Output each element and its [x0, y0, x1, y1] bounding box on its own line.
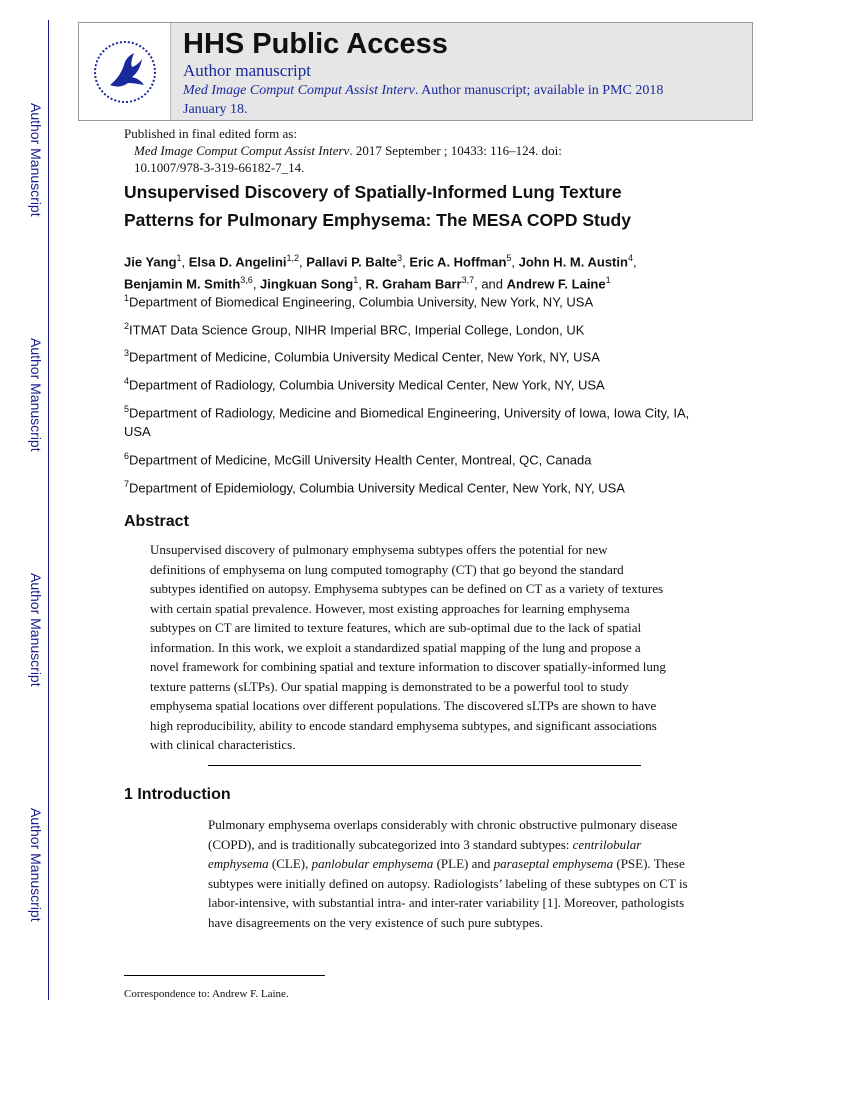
availability-date: January 18. — [183, 102, 248, 117]
affiliation — [124, 372, 724, 394]
aff-text: Department of Epidemiology, Columbia University Medical Center, New York, NY, USA — [129, 480, 625, 496]
aff-sup: 3 — [124, 348, 130, 358]
author-sup: 5 — [506, 253, 512, 263]
author-sup: 1 — [605, 275, 611, 286]
side-label: Author Manuscript — [28, 338, 44, 452]
abstract-line: with certain spatial prevalence. However, most existing approaches for learning emphysema — [150, 600, 630, 616]
author-sup: 1,2 — [286, 253, 300, 263]
aff-sup: 1 — [124, 293, 130, 303]
intro-line: subtypes were initially defined on autopsy. Radiologists’ labeling of these subtypes on CT is — [208, 875, 688, 891]
author: Benjamin M. Smith — [124, 276, 241, 292]
affiliation — [124, 344, 724, 366]
published-journal: Med Image Comput Comput Assist Interv — [134, 143, 350, 158]
intro-text: (COPD), and is traditionally subcategorized into 3 standard subtypes: — [208, 836, 573, 852]
affiliation — [124, 475, 724, 497]
intro-line: Pulmonary emphysema overlaps considerably with chronic obstructive pulmonary disease — [208, 817, 678, 832]
header-title: HHS Public Access — [183, 28, 448, 60]
side-label: Author Manuscript — [28, 103, 44, 217]
intro-term: emphysema — [208, 856, 269, 871]
author: R. Graham Barr — [365, 276, 462, 292]
author-sup: 3,7 — [461, 275, 475, 286]
author-sup: 3 — [397, 253, 403, 263]
abstract-line: with clinical characteristics. — [150, 737, 296, 752]
affiliation — [124, 447, 724, 469]
doi-link[interactable]: 10.1007/978-3-319-66182-7_14. — [134, 160, 305, 175]
intro-term: panlobular emphysema — [311, 856, 434, 871]
aff-sup: 6 — [124, 451, 130, 461]
published-info — [124, 125, 562, 176]
author-sup: 1 — [353, 275, 359, 286]
intro-term: paraseptal emphysema — [493, 856, 614, 871]
hhs-header — [78, 22, 753, 121]
hhs-eagle-icon — [90, 37, 160, 107]
intro-line — [208, 854, 728, 874]
abstract-line: definitions of emphysema on lung computed tomography (CT) that go beyond the standard — [150, 561, 624, 577]
published-label: Published in final edited form as: — [124, 126, 297, 141]
abstract-line: high reproducibility, ability to encode standard emphysema subtypes, and significant associations — [150, 717, 657, 733]
availability: . Author manuscript; available in PMC 2018 — [414, 83, 664, 98]
author: Andrew F. Laine — [506, 276, 606, 292]
header-journal — [183, 81, 663, 119]
abstract-line: Unsupervised discovery of pulmonary emphysema subtypes offers the potential for new — [150, 542, 608, 557]
margin-line — [48, 20, 49, 1000]
side-label: Author Manuscript — [28, 573, 44, 687]
intro-text: (CLE), — [268, 856, 312, 871]
author: Jie Yang — [124, 254, 177, 270]
intro-term: centrilobular — [572, 836, 642, 852]
abstract-line: subtypes on CT are limited to texture features, which are sub-optimal due to the lack of spatial — [150, 620, 642, 635]
affiliation — [124, 400, 714, 441]
intro-text: (PLE) and — [433, 856, 494, 871]
author-sup: 3,6 — [240, 275, 253, 286]
author: John H. M. Austin — [518, 254, 628, 270]
intro-text: (PSE). These — [613, 856, 685, 871]
abstract-line: information. In this work, we exploit a standardized spatial mapping of the lung and propose a — [150, 639, 641, 655]
journal-name: Med Image Comput Comput Assist Interv — [183, 83, 415, 98]
side-label: Author Manuscript — [28, 808, 44, 922]
header-subtitle: Author manuscript — [183, 61, 311, 80]
aff-text: Department of Medicine, McGill University Health Center, Montreal, QC, Canada — [129, 452, 592, 468]
author: Eric A. Hoffman — [409, 254, 507, 270]
aff-text: Department of Medicine, Columbia University Medical Center, New York, NY, USA — [129, 349, 600, 365]
intro-line — [208, 835, 728, 855]
aff-text: ITMAT Data Science Group, NIHR Imperial BRC, Imperial College, London, UK — [129, 322, 585, 338]
author: Pallavi P. Balte — [306, 254, 398, 270]
author-sup: 1 — [176, 253, 182, 263]
section-divider — [208, 765, 641, 766]
abstract-line: novel framework for combining spatial and texture information to discover spatially-informed lung — [150, 659, 666, 674]
aff-sup: 2 — [124, 321, 130, 331]
abstract-heading: Abstract — [124, 513, 189, 530]
hhs-logo — [79, 23, 171, 120]
aff-text: Department of Radiology, Columbia University Medical Center, New York, NY, USA — [129, 377, 605, 393]
aff-text: Department of Biomedical Engineering, Columbia University, New York, NY, USA — [129, 294, 594, 310]
correspondence-footnote: Correspondence to: Andrew F. Laine. — [124, 988, 289, 1000]
and-word: and — [481, 276, 504, 292]
abstract-line: subtypes identified on autopsy. Emphysema subtypes can be defined on CT as a variety of textures — [150, 581, 664, 596]
title-line: Patterns for Pulmonary Emphysema: The MESA COPD Study — [124, 210, 631, 230]
aff-sup: 5 — [124, 404, 130, 414]
author-list: Jie Yang$^1$, Elsa D. Angelini$^{1,2}$, Pallavi P. Balte$^3$, Eric A. Hoffman$^5$, John H. M. Austin$^4$, Benjamin M. Smith$^{3,6}$, Jingkuan Song$^1$, R. Graham Barr$^{3,7}$, and Andrew F. Laine$^1$ — [124, 253, 637, 292]
introduction-body — [208, 815, 728, 932]
abstract-line: texture patterns (sLTPs). Our spatial mapping is demonstrated to be a powerful tool to study — [150, 678, 629, 694]
aff-text: Department of Radiology, Medicine and Biomedical Engineering, University of Iowa, Iowa City, IA, USA — [124, 405, 690, 440]
intro-line: have disagreements on the very existence of such pure subtypes. — [208, 914, 544, 930]
author: Jingkuan Song — [260, 276, 354, 292]
aff-sup: 4 — [124, 376, 130, 386]
intro-line: labor-intensive, with substantial intra- and inter-rater variability [1]. Moreover, pathologists — [208, 895, 685, 910]
paper-title — [124, 178, 744, 234]
title-line: Unsupervised Discovery of Spatially-Informed Lung Texture — [124, 182, 622, 202]
affiliation — [124, 289, 724, 311]
footnote-rule — [124, 975, 325, 976]
aff-sup: 7 — [124, 479, 130, 489]
abstract-body — [150, 540, 720, 755]
affiliation — [124, 317, 724, 339]
author: Elsa D. Angelini — [188, 254, 287, 270]
author-sup: 4 — [627, 253, 633, 263]
introduction-heading: 1 Introduction — [124, 786, 231, 803]
abstract-line: emphysema spatial locations over different populations. The discovered sLTPs are shown to have — [150, 698, 657, 713]
published-citation: . 2017 September ; 10433: 116–124. doi: — [349, 143, 562, 158]
